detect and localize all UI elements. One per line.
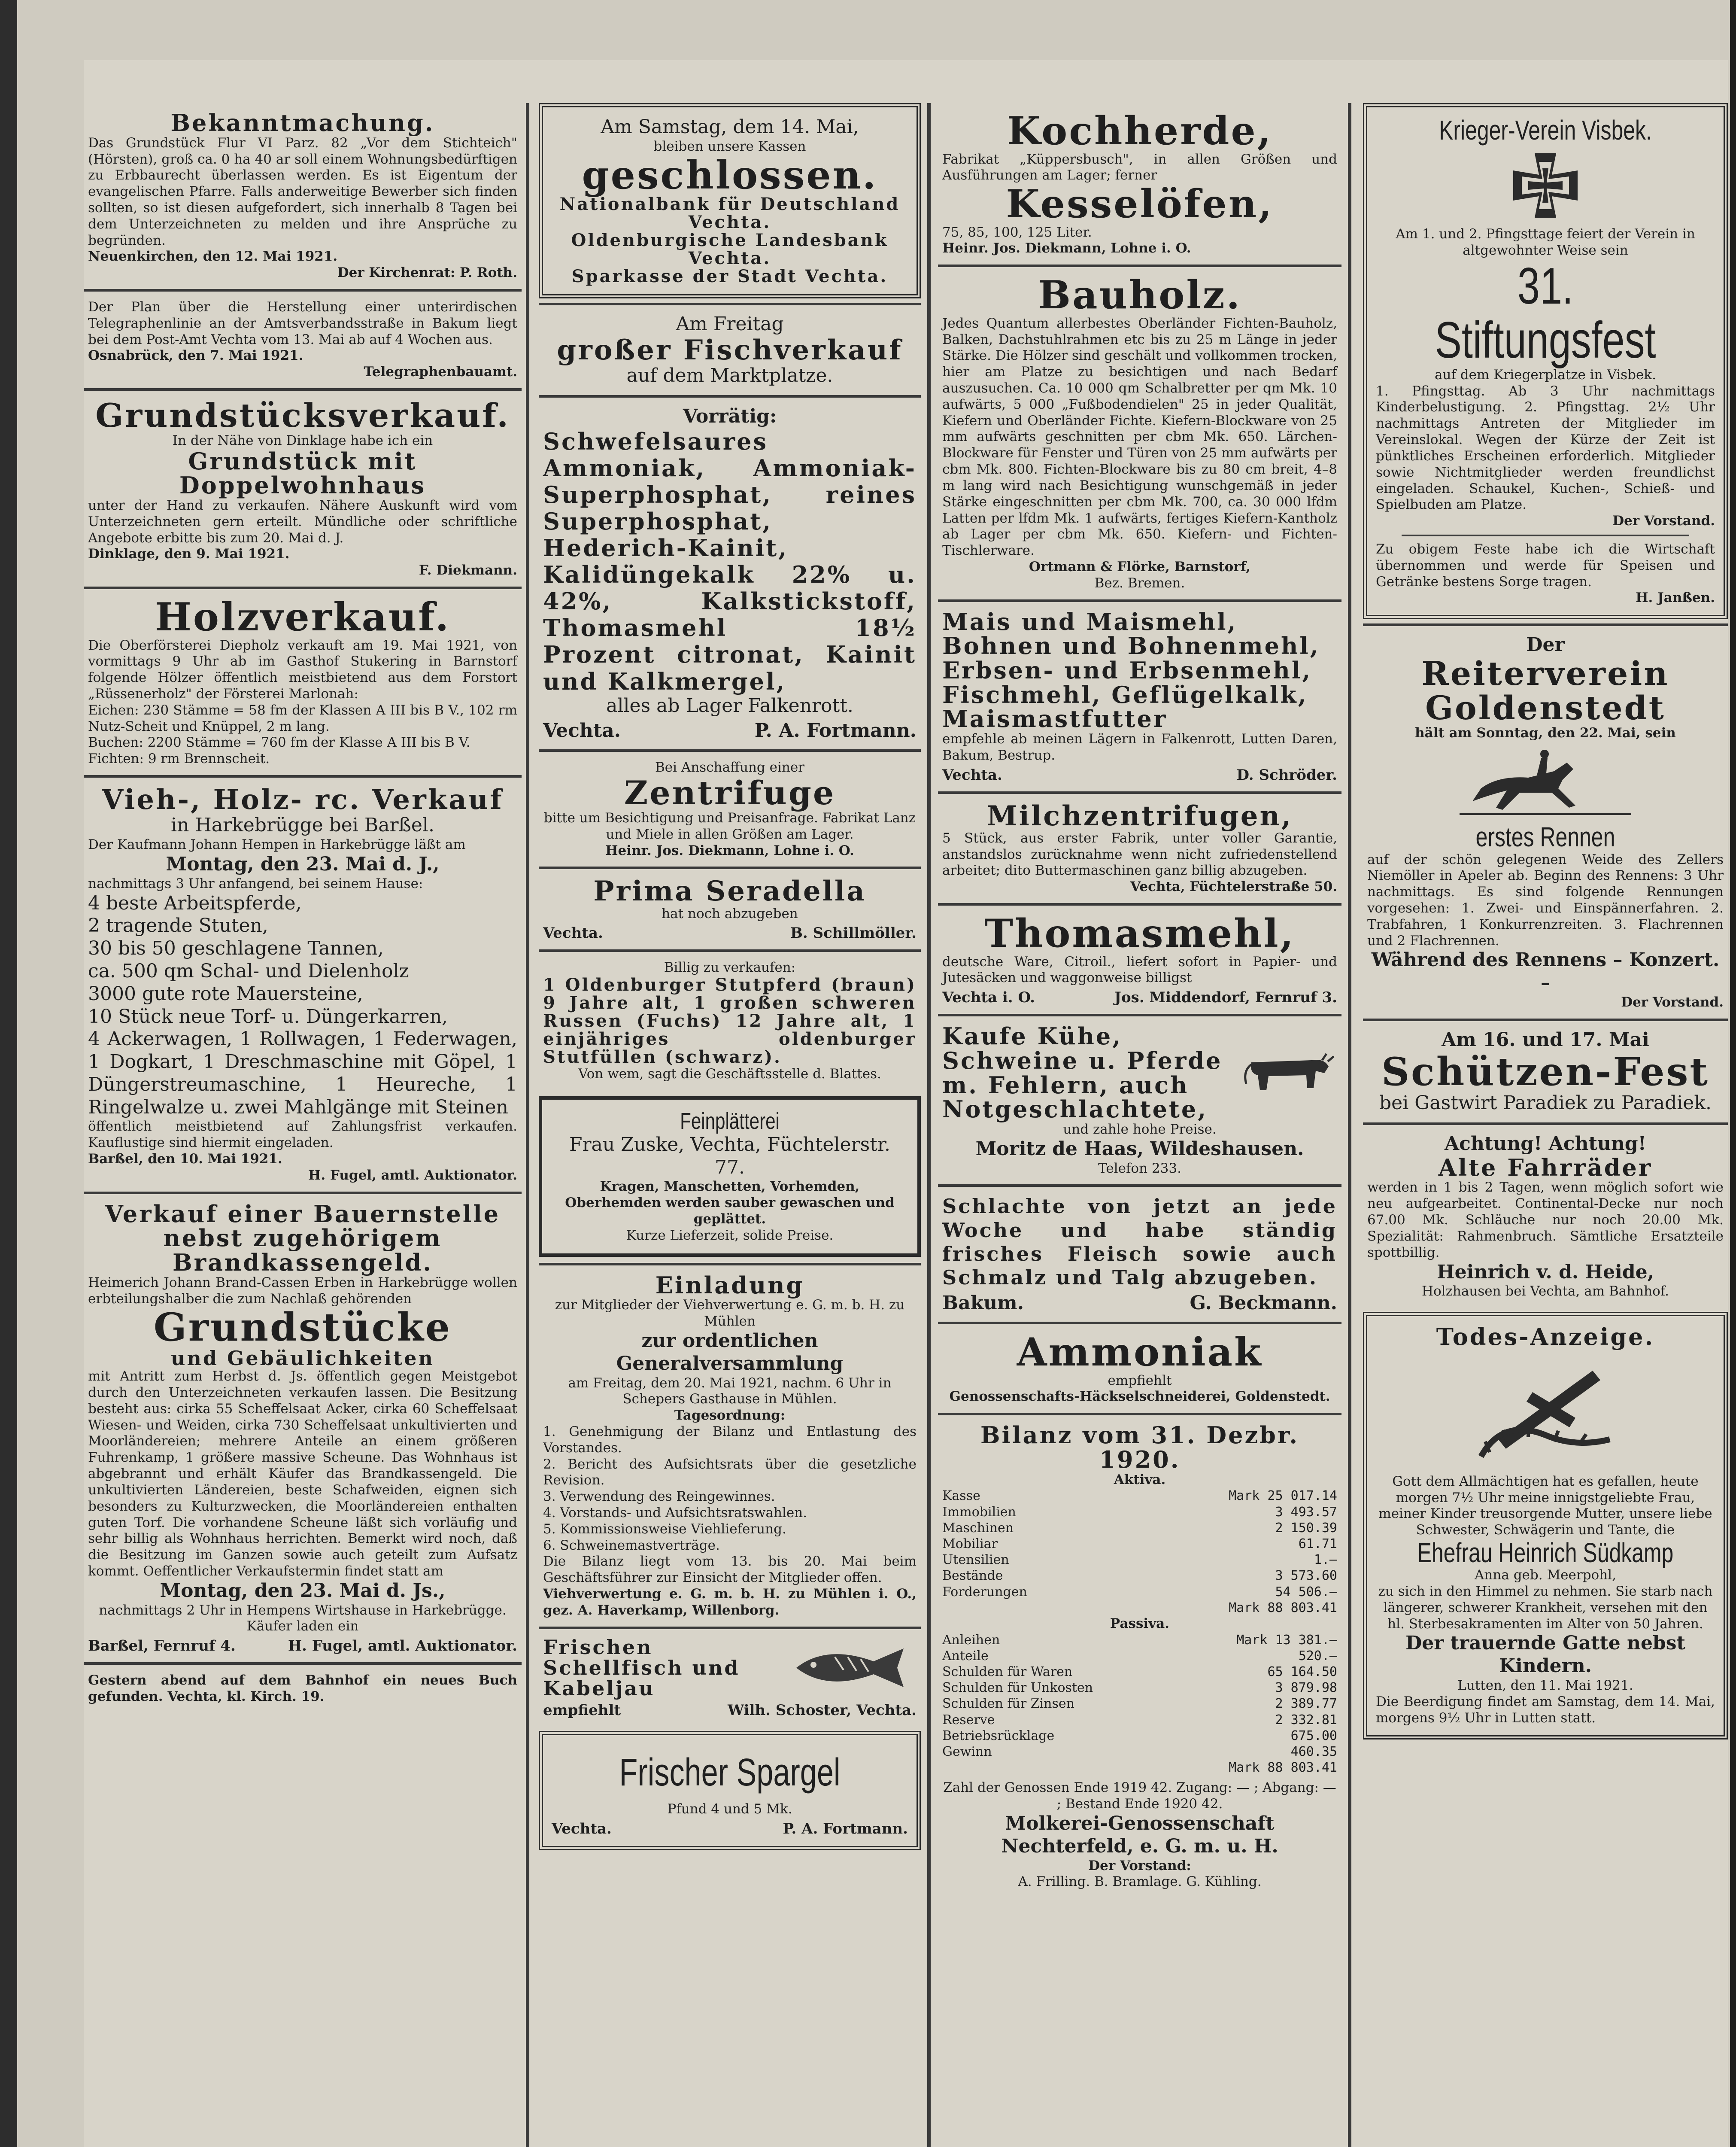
ad-place: Lutten, den 11. Mai 1921.	[1457, 1678, 1633, 1694]
bilanz-row	[942, 1632, 1337, 1648]
bilanz-organisation: Molkerei-Genossenschaft Nechterfeld, e. G. m. u. H.	[1001, 1812, 1278, 1857]
ad-item: Maismastfutter	[942, 705, 1168, 733]
ad-headline: Frischer Spargel	[619, 1751, 841, 1794]
ad-text: Die Bilanz liegt vom 13. bis 20. Mai beim Geschäftsführer zur Einsicht der Mitglieder offen.	[543, 1554, 917, 1586]
ad-holzverkauf	[84, 587, 522, 775]
ad-vieh-holz-verkauf	[84, 775, 522, 1192]
ad-fischverkauf	[539, 303, 921, 395]
bilanz-label: Anleihen	[942, 1632, 1000, 1648]
ad-lost-found	[84, 1662, 522, 1713]
ad-signature-row	[543, 924, 917, 942]
ad-subtitle: hat noch abzugeben	[662, 906, 798, 921]
ad-signature-right: B. Schillmöller.	[790, 924, 917, 942]
ad-agenda-item: 3. Verwendung des Reingewinnes.	[543, 1489, 775, 1505]
ad-bank: Nationalbank für Deutschland Vechta.	[559, 194, 900, 233]
ad-zentrifuge	[539, 749, 921, 867]
ad-signature: Moritz de Haas, Wildeshausen.	[975, 1137, 1304, 1160]
ad-signature: Heinrich v. d. Heide,	[1437, 1261, 1654, 1283]
ad-headline: geschlossen.	[582, 152, 878, 198]
horse-race-icon	[1455, 745, 1636, 818]
ad-signature: Der Vorstand.	[1612, 513, 1715, 529]
ad-headline: Frischen Schellfisch und Kabeljau	[543, 1635, 740, 1700]
bilanz-value: 65 164.50	[1267, 1664, 1337, 1680]
ad-title: Vieh-, Holz- rc. Verkauf	[102, 784, 504, 816]
ad-attention: Achtung! Achtung!	[1445, 1132, 1646, 1155]
ad-text: werden in 1 bis 2 Tagen, wenn möglich sofort wie neu aufgearbeitet. Continental-Decke nur noch 67.00 Mk. Schläuche nur noch 20.00 Mk. Spezialität: Rahmenbruch. Sämtliche Ersatzteile spottbillig.	[1367, 1180, 1724, 1260]
ad-duenger	[539, 395, 921, 750]
ad-thomasmehl	[938, 903, 1341, 1014]
bilanz-value: 2 389.77	[1275, 1696, 1337, 1712]
ad-date: Montag, den 23. Mai d. Js.,	[160, 1579, 446, 1602]
ad-intro: Vorrätig:	[683, 405, 777, 427]
ad-headline: Schützen-Fest	[1381, 1049, 1709, 1095]
bilanz-board-names: A. Frilling. B. Bramlage. G. Kühling.	[1018, 1874, 1262, 1890]
bilanz-value: 460.35	[1290, 1744, 1337, 1760]
ad-schlachterei	[938, 1184, 1341, 1322]
bilanz-row	[942, 1600, 1337, 1616]
bilanz-label: Schulden für Zinsen	[942, 1696, 1074, 1712]
bilanz-board-title: Der Vorstand:	[1088, 1858, 1191, 1873]
ad-text: Der Plan über die Herstellung einer unterirdischen Telegraphenlinie an der Amtsverbandsstraße in Bakum liegt bei dem Post-Amt Vechta vom 13. Mai ab auf 4 Wochen aus.	[88, 299, 517, 347]
ad-born: Anna geb. Meerpohl,	[1475, 1567, 1616, 1583]
bilanz-row	[942, 1696, 1337, 1712]
ad-signature: Heinr. Jos. Diekmann, Lohne i. O.	[942, 240, 1191, 256]
bilanz-value: 3 573.60	[1275, 1568, 1337, 1584]
iron-cross-icon	[1509, 149, 1582, 222]
ad-signature-left: empfiehlt	[543, 1701, 621, 1719]
ad-text: 1 Oldenburger Stutpferd (braun) 9 Jahre alt, 1 großen schweren Russen (Fuchs) 12 Jahre alt, 1 einjähriges oldenburger Stutfüllen (schwarz).	[543, 975, 917, 1067]
ad-concert: Während des Rennens – Konzert. –	[1371, 949, 1720, 994]
ad-subtitle: Kurze Lieferzeit, solide Preise.	[626, 1227, 834, 1243]
bilanz-label: Bestände	[942, 1568, 1003, 1584]
ad-signature-left: Vechta i. O.	[942, 989, 1035, 1007]
bilanz-row	[942, 1728, 1337, 1744]
ad-title: Grundstücksverkauf.	[95, 396, 510, 435]
bilanz-value: 61.71	[1298, 1536, 1337, 1551]
ad-item: Fichten: 9 rm Brennscheit.	[88, 751, 270, 767]
bilanz-row	[942, 1568, 1337, 1584]
column-3	[938, 103, 1341, 1898]
ad-agenda-item: 2. Bericht des Aufsichtsrats über die gesetzliche Revision.	[543, 1456, 917, 1488]
ad-address: Frau Zuske, Vechta, Füchtelerstr. 77.	[569, 1133, 891, 1178]
bilanz-row	[942, 1712, 1337, 1728]
ad-text: 5 Stück, aus erster Fabrik, unter voller Garantie, anstandslos zurücknahme wenn nicht zufriedenstellend arbeitet; dito Buttermaschinen ganz billig abzugeben.	[942, 830, 1337, 879]
bilanz-row	[942, 1680, 1337, 1696]
ad-subtitle: in Harkebrügge bei Barßel.	[171, 814, 434, 836]
bilanz-passiva-table	[942, 1632, 1337, 1776]
bilanz-label: Kasse	[942, 1488, 980, 1504]
ad-item: 4 Ackerwagen, 1 Rollwagen, 1 Federwagen, 1 Dogkart, 1 Dreschmaschine mit Göpel, 1 Düngerstreumaschine, 1 Heureche, 1 Ringelwalze u. zwei Mahlgänge mit Steinen	[88, 1028, 517, 1118]
ad-agenda-item: 5. Kommissionsweise Viehlieferung.	[543, 1521, 786, 1537]
ad-signature: Ortmann & Flörke, Barnstorf,	[1029, 559, 1251, 575]
ad-headline: Kaufe Kühe, Schweine u. Pferde m. Fehlern, auch Notgeschlachtete,	[942, 1022, 1223, 1123]
ad-signature-left: Barßel, Fernruf 4.	[88, 1637, 236, 1655]
ad-headline: Feinplätterei	[680, 1108, 780, 1134]
ad-signature-left: Bakum.	[942, 1292, 1024, 1314]
ad-subtitle: auf dem Marktplatze.	[626, 365, 833, 387]
ad-family: Der trauernde Gatte nebst Kindern.	[1405, 1632, 1685, 1677]
ad-subheadline: und Gebäulichkeiten	[170, 1346, 434, 1370]
ad-place: Barßel, den 10. Mai 1921.	[88, 1151, 282, 1167]
ad-signature-right: P. A. Fortmann.	[783, 1820, 908, 1837]
ad-place: Dinklage, den 9. Mai 1921.	[88, 546, 290, 562]
ad-text: Am 1. und 2. Pfingsttage feiert der Verein in altgewohnter Weise sein	[1396, 226, 1695, 258]
ad-krieger-verein	[1363, 103, 1728, 619]
ad-text: bitte um Besichtigung und Preisanfrage. Fabrikat Lanz und Miele in allen Größen am Lager.	[543, 810, 916, 842]
divider	[1402, 535, 1689, 536]
ad-signature-row	[88, 1637, 517, 1654]
bilanz-label: Forderungen	[942, 1584, 1027, 1600]
ad-signature-right: D. Schröder.	[1236, 766, 1337, 784]
ad-line: Am Samstag, dem 14. Mai,	[601, 116, 859, 138]
bilanz-label: Betriebsrücklage	[942, 1728, 1055, 1743]
ad-bekanntmachung	[84, 103, 522, 289]
bilanz-aktiva-title: Aktiva.	[1114, 1472, 1166, 1487]
bilanz-label: Reserve	[942, 1712, 995, 1727]
ad-agenda-title: Tagesordnung:	[674, 1408, 786, 1423]
ad-text: Fabrikat „Küppersbusch", in allen Größen und Ausführungen am Lager; ferner	[942, 151, 1337, 183]
ad-headline: Zentrifuge	[624, 774, 836, 812]
ad-reiterverein	[1363, 623, 1728, 1019]
ad-headline: Thomasmehl,	[984, 911, 1296, 957]
ad-milchzentrifugen	[938, 791, 1341, 903]
ad-intro: Der	[1526, 634, 1565, 656]
ad-signature-row	[942, 766, 1337, 784]
ad-headline: Grundstück mit Doppelwohnhaus	[179, 447, 426, 499]
bilanz-label: Immobilien	[942, 1504, 1016, 1520]
ad-headline: Kesselöfen,	[1006, 181, 1274, 227]
ad-signature: Vechta, Füchtelerstraße 50.	[1130, 879, 1337, 895]
ad-header-row	[942, 1024, 1337, 1122]
bilanz-label: Maschinen	[942, 1520, 1014, 1536]
bilanz-row	[942, 1520, 1337, 1536]
ad-bauholz	[938, 265, 1341, 599]
ad-subtitle: Holzhausen bei Vechta, am Bahnhof.	[1421, 1283, 1669, 1299]
ad-schuetzenfest	[1363, 1019, 1728, 1122]
ad-text: Das Grundstück Flur VI Parz. 82 „Vor dem Stichteich" (Hörsten), groß ca. 0 ha 40 ar soll einem Wohnungsbedürftigen zu Erbbaurecht überlassen werden. Es ist Eigentum der evangelischen Pfarre. Falls anderweitige Bewerber sich finden sollten, so ist diesen aufgefordert, sich innerhalb 8 Tagen bei dem Unterzeichneten zu melden und ihre Ansprüche zu begründen.	[88, 135, 517, 248]
ad-seradella	[539, 867, 921, 949]
ad-place: Neuenkirchen, den 12. Mai 1921.	[88, 249, 338, 265]
ad-subtitle: Von wem, sagt die Geschäftsstelle d. Blattes.	[578, 1066, 881, 1082]
ad-header-row	[543, 1637, 917, 1699]
ad-bank: Sparkasse der Stadt Vechta.	[571, 266, 888, 287]
bilanz-label: Schulden für Unkosten	[942, 1680, 1093, 1696]
ad-grundstuecksverkauf	[84, 388, 522, 587]
ad-kassen-geschlossen	[539, 103, 921, 298]
ad-signature-row	[552, 1820, 908, 1837]
ad-signature-right: Jos. Middendorf, Fernruf 3.	[1114, 989, 1337, 1007]
ad-text: Heimerich Johann Brand-Cassen Erben in Harkebrügge wollen erbteilungshalber die zum Nachlaß gehörenden	[88, 1274, 517, 1307]
ad-headline: Alte Fahrräder	[1438, 1153, 1653, 1181]
ad-signature: H. Janßen.	[1636, 590, 1715, 606]
ad-signature: Der Vorstand.	[1621, 994, 1724, 1010]
bilanz-row	[942, 1536, 1337, 1552]
bilanz-value: Mark 88 803.41	[1229, 1760, 1337, 1776]
ad-time: nachmittags 2 Uhr in Hempens Wirtshause in Harkebrügge. Käufer laden ein	[99, 1602, 507, 1634]
column-2	[539, 103, 921, 1855]
ad-item: Bohnen und Bohnenmehl,	[942, 632, 1320, 660]
bilanz-row	[942, 1648, 1337, 1664]
ad-day: Am Freitag	[676, 313, 784, 335]
ad-bilanz	[938, 1413, 1341, 1898]
ad-signature: Viehverwertung e. G. m. b. H. zu Mühlen i. O., gez. A. Haverkamp, Willenborg.	[543, 1586, 917, 1618]
ad-mais	[938, 599, 1341, 791]
ad-date: Am 16. und 17. Mai	[1442, 1028, 1649, 1051]
ad-headline: Bauholz.	[1038, 272, 1241, 318]
ad-title: Bekanntmachung.	[170, 109, 435, 137]
ad-time: nachmittags 3 Uhr anfangend, bei seinem Hause:	[88, 876, 423, 891]
ad-signature-row	[942, 1292, 1337, 1314]
ad-burial: Die Beerdigung findet am Samstag, dem 14. Mai, morgens 9½ Uhr in Lutten statt.	[1376, 1694, 1715, 1726]
bilanz-value: 3 879.98	[1275, 1680, 1337, 1696]
ad-item: Fischmehl, Geflügelkalk,	[942, 681, 1308, 709]
cow-icon	[1238, 1041, 1337, 1105]
ad-feinplaetterei	[539, 1096, 921, 1257]
ad-signature-row	[543, 1702, 917, 1719]
ad-headline: Kochherde,	[1007, 108, 1273, 154]
ad-schellfisch	[539, 1627, 921, 1727]
ad-signature: Telegraphenbauamt.	[364, 364, 517, 380]
ad-todesanzeige	[1363, 1312, 1728, 1739]
ad-headline: Ammoniak	[1017, 1329, 1263, 1375]
ad-date: Montag, den 23. Mai d. J.,	[166, 853, 440, 875]
bilanz-value: 675.00	[1290, 1728, 1337, 1743]
bilanz-label: Anteile	[942, 1648, 989, 1663]
ad-item: 10 Stück neue Torf- u. Düngerkarren,	[88, 1005, 448, 1028]
ad-signature-left: Vechta.	[543, 720, 621, 742]
ad-headline: Grundstücke	[153, 1305, 452, 1350]
ad-headline: Prima Seradella	[593, 875, 866, 908]
bilanz-value: 2 332.81	[1275, 1712, 1337, 1727]
ad-signature-left: Vechta.	[543, 924, 603, 942]
ad-place: auf dem Kriegerplatze in Visbek.	[1435, 367, 1656, 383]
ad-subheadline: zur ordentlichen Generalversammlung	[616, 1329, 844, 1375]
bilanz-value: 2 150.39	[1275, 1520, 1337, 1536]
ad-text: mit Antritt zum Herbst d. Js. öffentlich gegen Meistgebot durch den Unterzeichneten verkaufen lassen. Die Besitzung besteht aus: cirka 55 Scheffelsaat Acker, cirka 60 Scheffelsaat Wiesen- und Weiden, cirka 730 Scheffelsaat unkultivierten und Moorländereien; mehrere Anteile an einem größeren Fuhrenkamp, 1 größere massive Scheune. Das Wohnhaus ist abgebrannt und erhält Käufer das Brandkassengeld. Die unkultivierten Ländereien, beste Schafweiden, eignen sich besonders zu Kulturzwecken, die Moorländereien enthalten guten Torf. Die vorhandene Scheune läßt sich vorläufig und sehr billig als Wohnhaus herrichten. Bemerkt wird noch, daß die Besitzung im Ganzen sowie auch geteilt zum Aufsatz kommt. Oeffentlicher Verkaufstermin findet statt am	[88, 1368, 517, 1579]
ad-ammoniak	[938, 1322, 1341, 1413]
column-1	[84, 103, 522, 1713]
ad-text: Die Oberförsterei Diepholz verkauft am 19. Mai 1921, von vormittags 9 Uhr ab im Gasthof Stukering in Barnstorf folgende Hölzer öffentlich meistbietend aus dem Forstort „Rüssenerholz" der Försterei Marlonah:	[88, 637, 517, 702]
bilanz-members: Zahl der Genossen Ende 1919 42. Zugang: — ; Abgang: — ; Bestand Ende 1920 42.	[943, 1780, 1336, 1812]
ad-signature-row	[942, 989, 1337, 1006]
ad-text: Genossenschafts-Häckselschneiderei, Goldenstedt.	[949, 1389, 1330, 1405]
ad-text: öffentlich meistbietend auf Zahlungsfrist verkaufen. Kauflustige sind hiermit eingeladen.	[88, 1119, 517, 1151]
ad-item: 3000 gute rote Mauersteine,	[88, 982, 363, 1005]
bilanz-value: Mark 88 803.41	[1229, 1600, 1337, 1615]
ad-item: ca. 500 qm Schal- und Dielenholz	[88, 960, 409, 982]
ad-text: deutsche Ware, Citroil., liefert sofort in Papier- und Jutesäcken und waggonweise billigst	[942, 954, 1337, 986]
ad-signature-left: Vechta.	[552, 1820, 612, 1837]
ad-signature: Heinr. Jos. Diekmann, Lohne i. O.	[605, 842, 854, 858]
ad-item: Erbsen- und Erbsenmehl,	[942, 656, 1312, 684]
bilanz-row	[942, 1744, 1337, 1760]
ad-text: Gestern abend auf dem Bahnhof ein neues Buch gefunden. Vechta, kl. Kirch. 19.	[88, 1673, 517, 1705]
ad-big: erstes Rennen	[1475, 821, 1615, 853]
ad-date: am Freitag, dem 20. Mai 1921, nachm. 6 Uhr in Schepers Gasthause in Mühlen.	[568, 1375, 892, 1407]
ad-text: 1. Pfingsttag. Ab 3 Uhr nachmittags Kinderbelustigung. 2. Pfingsttag. 2½ Uhr nachmittags Antreten der Mitglieder im Vereinslokal. Wegen der Kürze der Zeit ist pünktliches Erscheinen erforderlich. Mitglieder sowie Nichtmitglieder werden freundlichst eingeladen. Schaukel, Kuchen-, Schieß- und Spielbuden am Platze.	[1376, 383, 1715, 513]
bilanz-row	[942, 1664, 1337, 1680]
ad-items: Schwefelsaures Ammoniak, Ammoniak-Superphosphat, reines Superphosphat, Hederich-Kainit, Kalidüngekalk 22% u. 42%, Kalkstickstoff, Thomasmehl 18½ Prozent citronat, Kainit und Kalkmergel,	[543, 427, 917, 695]
ad-subtitle: Bez. Bremen.	[1094, 575, 1185, 591]
ad-text: zur Mitglieder der Viehverwertung e. G. m. b. H. zu Mühlen	[555, 1297, 905, 1329]
ad-signature-right: G. Beckmann.	[1190, 1292, 1337, 1314]
ad-item: 2 tragende Stuten,	[88, 915, 268, 937]
ad-kaufe-kuehe	[938, 1014, 1341, 1184]
ad-signature: H. Fugel, amtl. Auktionator.	[308, 1167, 517, 1183]
ad-big: 31. Stiftungsfest	[1435, 257, 1656, 369]
ad-signature-left: Vechta.	[942, 766, 1002, 784]
ad-text: Gott dem Allmächtigen hat es gefallen, heute morgen 7½ Uhr meine innigstgeliebte Frau, meiner Kinder treusorgende Mutter, unsere liebe Schwester, Schwägerin und Tante, die	[1378, 1473, 1712, 1538]
ad-pferde	[539, 949, 921, 1090]
ad-intro: Bei Anschaffung einer	[655, 760, 804, 775]
ad-note: Zu obigem Feste habe ich die Wirtschaft übernommen und werde für Speisen und Getränke bestens Sorge tragen.	[1376, 541, 1715, 590]
bilanz-row	[942, 1584, 1337, 1600]
ad-agenda-item: 4. Vorstands- und Aufsichtsratswahlen.	[543, 1505, 807, 1521]
ad-headline: Einladung	[655, 1271, 804, 1299]
ad-headline: großer Fischverkauf	[557, 334, 903, 366]
ad-intro: Billig zu verkaufen:	[664, 960, 796, 976]
scan-edge	[1730, 0, 1736, 2147]
ad-signature-right: H. Fugel, amtl. Auktionator.	[288, 1637, 517, 1655]
ad-telegraph-plan	[84, 289, 522, 388]
ad-signature-right: P. A. Fortmann.	[754, 720, 917, 742]
ad-title: Verkauf einer Bauernstelle nebst zugehörigem Brandkassengeld.	[105, 1200, 501, 1277]
ad-text: Jedes Quantum allerbestes Oberländer Fichten-Bauholz, Balken, Dachstuhlrahmen etc bis zu 25 m Länge in jeder Stärke. Die Hölzer sind geschält und vollkommen trocken, hier am Platze zu besichtigen und nach Bedarf auszusuchen. Ca. 10 000 qm Schalbretter per qm Mk. 10 aufwärts, 5 000 „Fußbodendielen" 25 in jeder Qualität, Kiefern und Oberländer Fichte. Kiefern-Blockware von 25 mm aufwärts geschnitten per cbm Mk. 650. Lärchen-Blockware für Fenster und Türen von 25 mm aufwärts per cbm Mk. 800. Fichten-Blockware bis zu 80 cm breit, 4–8 m lang wird nach Besichtigung wunschgemäß in jeder Stärke eingeschnitten per cbm Mk. 700, ca. 30 000 lfdm Latten per lfdm Mk. 1 aufwärts, fertiges Kiefern-Kantholz ab Lager per cbm Mk. 650. Kiefern- und Fichten-Tischlerware.	[942, 315, 1337, 559]
ad-headline: Reiterverein Goldenstedt	[1421, 654, 1669, 727]
ad-subtitle: alles ab Lager Falkenrott.	[606, 694, 853, 717]
ad-signature-row	[543, 720, 917, 742]
ad-text: Kragen, Manschetten, Vorhemden, Oberhemden werden sauber gewaschen und geplättet.	[565, 1179, 895, 1227]
ad-text: zu sich in den Himmel zu nehmen. Sie starb nach längerer, schwerer Krankheit, versehen mit den hl. Sterbesakramenten im Alter von 50 Jahren.	[1378, 1584, 1713, 1632]
ad-headline: Todes-Anzeige.	[1436, 1323, 1655, 1351]
bilanz-label: Utensilien	[942, 1552, 1009, 1568]
ad-text: auf der schön gelegenen Weide des Zellers Niemöller in Apeler ab. Beginn des Rennens: 3 Uhr nachmittags. Es sind folgende Rennungen vorgesehen: 1. Zwei- und Einspännerfahren. 2. Trabfahren, 1 Konkurrenzreiten. 3. Flachrennen und 2 Flachrennen.	[1367, 852, 1724, 949]
bilanz-label: Schulden für Waren	[942, 1664, 1073, 1680]
bilanz-label: Gewinn	[942, 1744, 992, 1760]
newspaper-page	[17, 0, 1730, 2147]
bilanz-row	[942, 1504, 1337, 1520]
ad-item: 4 beste Arbeitspferde,	[88, 892, 302, 914]
ad-headline: Milchzentrifugen,	[986, 800, 1293, 832]
bilanz-row	[942, 1552, 1337, 1568]
ad-subtitle: bei Gastwirt Paradiek zu Paradiek.	[1379, 1092, 1712, 1114]
ad-signature: F. Diekmann.	[419, 563, 517, 578]
ad-intro: In der Nähe von Dinklage habe ich ein	[172, 432, 433, 448]
ad-fahrraeder	[1363, 1122, 1728, 1308]
ad-subtitle: empfiehlt	[1108, 1372, 1172, 1388]
bilanz-passiva-title: Passiva.	[1110, 1615, 1170, 1631]
ad-phone: Telefon 233.	[1098, 1160, 1181, 1176]
ad-kochherde	[938, 103, 1341, 265]
bilanz-value: Mark 25 017.14	[1229, 1488, 1337, 1504]
ad-text: hält am Sonntag, den 22. Mai, sein	[1415, 725, 1676, 741]
ad-title: Holzverkauf.	[155, 594, 451, 640]
ad-headline: Krieger-Verein Visbek.	[1439, 115, 1652, 146]
ad-spargel	[539, 1731, 921, 1850]
bilanz-value: 3 493.57	[1275, 1504, 1337, 1520]
ad-text: unter der Hand zu verkaufen. Nähere Auskunft wird vom Unterzeichneten gern erteilt. Mündliche oder schriftliche Angebote erbitte bis zum 20. Mai d. J.	[88, 498, 517, 546]
bilanz-row	[942, 1760, 1337, 1776]
bilanz-aktiva-table	[942, 1488, 1337, 1616]
ad-text: 75, 85, 100, 125 Liter.	[942, 224, 1092, 240]
bilanz-value: 54 506.—	[1275, 1584, 1337, 1600]
ad-einladung	[539, 1263, 921, 1627]
ad-name: Ehefrau Heinrich Südkamp	[1417, 1537, 1674, 1569]
ad-item: Mais und Maismehl,	[942, 608, 1238, 636]
ad-place: Osnabrück, den 7. Mai 1921.	[88, 348, 303, 364]
ad-item: Eichen: 230 Stämme = 58 fm der Klassen A III bis B V., 102 rm Nutz-Scheit und Knüppel, 2 m lang.	[88, 702, 517, 734]
ad-item: 30 bis 50 geschlagene Tannen,	[88, 937, 384, 960]
bilanz-row	[942, 1488, 1337, 1504]
ad-signature: Der Kirchenrat: P. Roth.	[337, 265, 517, 281]
ad-line: bleiben unsere Kassen	[653, 138, 806, 154]
ad-bank: Oldenburgische Landesbank Vechta.	[571, 230, 889, 269]
ad-subtitle: und zahle hohe Preise.	[1063, 1121, 1217, 1137]
ad-text: Der Kaufmann Johann Hempen in Harkebrügge läßt am	[88, 837, 466, 853]
fish-icon	[788, 1640, 917, 1696]
ad-bauernstelle	[84, 1192, 522, 1662]
bilanz-value: Mark 13 381.—	[1236, 1632, 1337, 1648]
newspaper-sheet	[84, 60, 1728, 2147]
cross-wreath-icon	[1464, 1353, 1627, 1469]
column-rule	[1348, 103, 1351, 2147]
ad-signature-right: Wilh. Schoster, Vechta.	[728, 1701, 917, 1719]
ad-text: empfehle ab meinen Lägern in Falkenrott, Lutten Daren, Bakum, Bestrup.	[942, 731, 1337, 763]
column-rule	[927, 103, 931, 2147]
bilanz-label: Mobiliar	[942, 1536, 998, 1551]
ad-text: Schlachte von jetzt an jede Woche und habe ständig frisches Fleisch sowie auch Schmalz und Talg abzugeben.	[942, 1195, 1337, 1289]
ad-agenda-item: 1. Genehmigung der Bilanz und Entlastung des Vorstandes.	[543, 1423, 917, 1456]
ad-item: Buchen: 2200 Stämme = 760 fm der Klasse A III bis B V.	[88, 735, 470, 751]
column-4	[1363, 103, 1728, 1744]
bilanz-value: 1.—	[1314, 1552, 1337, 1568]
column-rule	[526, 103, 529, 2147]
ad-subtitle: Pfund 4 und 5 Mk.	[667, 1801, 792, 1817]
ad-headline: Bilanz vom 31. Dezbr. 1920.	[980, 1421, 1299, 1473]
ad-agenda-item: 6. Schweinemastverträge.	[543, 1537, 720, 1553]
bilanz-value: 520.—	[1298, 1648, 1337, 1663]
